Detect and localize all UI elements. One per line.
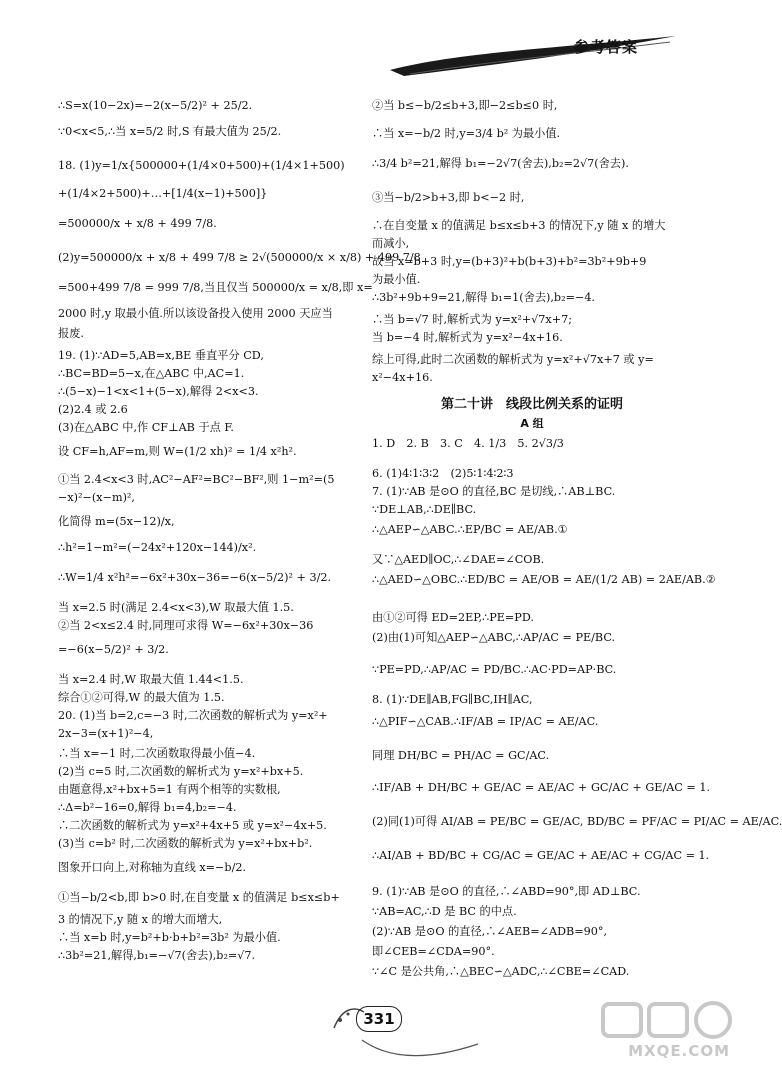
footer-swirl-icon (360, 1034, 480, 1064)
text-line: ∴3/4 b²=21,解得 b₁=−2√7(舍去),b₂=2√7(舍去). (372, 157, 629, 170)
text-line: 3 的情况下,y 随 x 的增大而增大, (58, 913, 223, 926)
text-line: x²−4x+16. (372, 371, 433, 384)
text-line: ∵AB=AC,∴D 是 BC 的中点. (372, 905, 517, 918)
page-number: 331 (356, 1006, 402, 1032)
text-line: ①当−b/2<b,即 b>0 时,在自变量 x 的值满足 b≤x≤b+ (58, 891, 340, 904)
text-line: (2)当 c=5 时,二次函数的解析式为 y=x²+bx+5. (58, 765, 304, 778)
text-line: 19. (1)∵AD=5,AB=x,BE 垂直平分 CD, (58, 349, 264, 362)
section-title: 第二十讲 线段比例关系的证明 (440, 397, 623, 412)
text-line: ∴BC=BD=5−x,在△ABC 中,AC=1. (58, 367, 245, 380)
text-line: ∴IF/AB + DH/BC + GE/AC = AE/AC + GC/AC + GE/AC = 1. (372, 781, 711, 794)
text-line: 7. (1)∵AB 是⊙O 的直径,BC 是切线,∴AB⊥BC. (372, 485, 616, 498)
text-line: ∴△PIF∽△CAB.∴IF/AB = IP/AC = AE/AC. (372, 715, 599, 728)
text-line: −x)²−(x−m)², (58, 491, 135, 504)
text-line: ∴3b²+9b+9=21,解得 b₁=1(舍去),b₂=−4. (372, 291, 595, 304)
text-line: ∵∠C 是公共角,∴△BEC∽△ADC,∴∠CBE=∠CAD. (372, 965, 630, 978)
text-line: (3)当 c=b² 时,二次函数的解析式为 y=x²+bx+b². (58, 837, 313, 850)
text-line: 又∵△AED∥OC,∴∠DAE=∠COB. (372, 553, 545, 566)
text-line: (3)在△ABC 中,作 CF⊥AB 于点 F. (58, 421, 234, 434)
watermark-logo-icon (601, 1000, 736, 1040)
text-line: ∵0<x<5,∴当 x=5/2 时,S 有最大值为 25/2. (58, 125, 282, 138)
page-footer (0, 990, 750, 1074)
text-line: =500000/x + x/8 + 499 7/8. (58, 217, 217, 230)
text-line: ∴3b²=21,解得,b₁=−√7(舍去),b₂=√7. (58, 949, 256, 962)
text-line: ②当 b≤−b/2≤b+3,即−2≤b≤0 时, (372, 99, 558, 112)
text-line: ∴当 b=√7 时,解析式为 y=x²+√7x+7; (372, 313, 572, 326)
text-line: ∴△AED∽△OBC.∴ED/BC = AE/OB = AE/(1/2 AB) = 2AE/AB.② (372, 573, 716, 586)
text-line: (2)2.4 或 2.6 (58, 403, 128, 416)
text-line: ∴当 x=−1 时,二次函数取得最小值−4. (58, 747, 256, 760)
text-line: =−6(x−5/2)² + 3/2. (58, 643, 169, 656)
text-line: 而减小, (372, 237, 410, 250)
text-line: 2x−3=(x+1)²−4, (58, 727, 154, 740)
text-line: ③当−b/2>b+3,即 b<−2 时, (372, 191, 525, 204)
text-line: 2000 时,y 取最小值.所以该设备投入使用 2000 天应当 (58, 307, 333, 320)
text-line: 故当 x=b+3 时,y=(b+3)²+b(b+3)+b²=3b²+9b+9 (372, 255, 647, 268)
text-line: (2)∵AB 是⊙O 的直径,∴∠AEB=∠ADB=90°, (372, 925, 608, 938)
text-line: +(1/4×2+500)+…+[1/4(x−1)+500]} (58, 187, 268, 200)
text-line: 1. D 2. B 3. C 4. 1/3 5. 2√3/3 (372, 437, 564, 450)
text-line: 综上可得,此时二次函数的解析式为 y=x²+√7x+7 或 y= (372, 353, 654, 366)
text-line: ∴在自变量 x 的值满足 b≤x≤b+3 的情况下,y 随 x 的增大 (372, 219, 666, 232)
text-line: 由①②可得 ED=2EP,∴PE=PD. (372, 611, 534, 624)
text-line: 化简得 m=(5x−12)/x, (58, 515, 175, 528)
text-line: 报废. (58, 327, 84, 340)
text-line: ②当 2<x≤2.4 时,同理可求得 W=−6x²+30x−36 (58, 619, 314, 632)
text-line: ∴二次函数的解析式为 y=x²+4x+5 或 y=x²−4x+5. (58, 819, 327, 832)
text-line: 8. (1)∵DE∥AB,FG∥BC,IH∥AC, (372, 693, 533, 706)
text-line: (2)y=500000/x + x/8 + 499 7/8 ≥ 2√(500000/x × x/8) + 499 7/8 (58, 251, 421, 264)
text-line: ∴当 x=b 时,y=b²+b·b+b²=3b² 为最小值. (58, 931, 281, 944)
text-line: ①当 2.4<x<3 时,AC²−AF²=BC²−BF²,则 1−m²=(5 (58, 473, 335, 486)
header-title: 参考答案 (573, 38, 638, 56)
text-line: 同理 DH/BC = PH/AC = GC/AC. (372, 749, 550, 762)
text-line: 设 CF=h,AF=m,则 W=(1/2 xh)² = 1/4 x²h². (58, 445, 297, 458)
text-line: 9. (1)∵AB 是⊙O 的直径,∴∠ABD=90°,即 AD⊥BC. (372, 885, 641, 898)
text-line: =500+499 7/8 = 999 7/8,当且仅当 500000/x = x/8,即 x= (58, 281, 373, 294)
text-line: (2)由(1)可知△AEP∽△ABC,∴AP/AC = PE/BC. (372, 631, 616, 644)
text-line: ∴(5−x)−1<x<1+(5−x),解得 2<x<3. (58, 385, 259, 398)
text-line: 当 x=2.5 时(满足 2.4<x<3),W 取最大值 1.5. (58, 601, 294, 614)
text-line: ∴当 x=−b/2 时,y=3/4 b² 为最小值. (372, 127, 561, 140)
text-line: 即∠CEB=∠CDA=90°. (372, 945, 495, 958)
text-line: 6. (1)4∶1∶3∶2 (2)5∶1∶4∶2∶3 (372, 467, 514, 480)
section-subtitle: A 组 (520, 417, 544, 430)
text-line: 18. (1)y=1/x{500000+(1/4×0+500)+(1/4×1+500) (58, 159, 345, 172)
text-line: 综合①②可得,W 的最大值为 1.5. (58, 691, 225, 704)
text-line: ∴h²=1−m²=(−24x²+120x−144)/x². (58, 541, 257, 554)
text-line: ∵PE=PD,∴AP/AC = PD/BC.∴AC·PD=AP·BC. (372, 663, 617, 676)
watermark-text: MXQE.COM (628, 1042, 730, 1060)
text-line: 当 b=−4 时,解析式为 y=x²−4x+16. (372, 331, 563, 344)
text-line: 为最小值. (372, 273, 421, 286)
page-header (0, 0, 750, 90)
text-line: ∵DE⊥AB,∴DE∥BC. (372, 503, 477, 516)
text-line: 当 x=2.4 时,W 取最大值 1.44<1.5. (58, 673, 244, 686)
text-line: ∴S=x(10−2x)=−2(x−5/2)² + 25/2. (58, 99, 253, 112)
text-line: ∴Δ=b²−16=0,解得 b₁=4,b₂=−4. (58, 801, 237, 814)
text-line: ∴W=1/4 x²h²=−6x²+30x−36=−6(x−5/2)² + 3/2. (58, 571, 332, 584)
text-line: ∴△AEP∽△ABC.∴EP/BC = AE/AB.① (372, 523, 568, 536)
text-line: 由题意得,x²+bx+5=1 有两个相等的实数根, (58, 783, 281, 796)
text-line: ∴AI/AB + BD/BC + CG/AC = GE/AC + AE/AC + CG/AC = 1. (372, 849, 710, 862)
text-line: (2)同(1)可得 AI/AB = PE/BC = GE/AC, BD/BC = PF/AC = PI/AC = AE/AC. (372, 815, 782, 828)
text-line: 图象开口向上,对称轴为直线 x=−b/2. (58, 861, 247, 874)
right-column (372, 99, 782, 986)
text-line: 20. (1)当 b=2,c=−3 时,二次函数的解析式为 y=x²+ (58, 709, 328, 722)
